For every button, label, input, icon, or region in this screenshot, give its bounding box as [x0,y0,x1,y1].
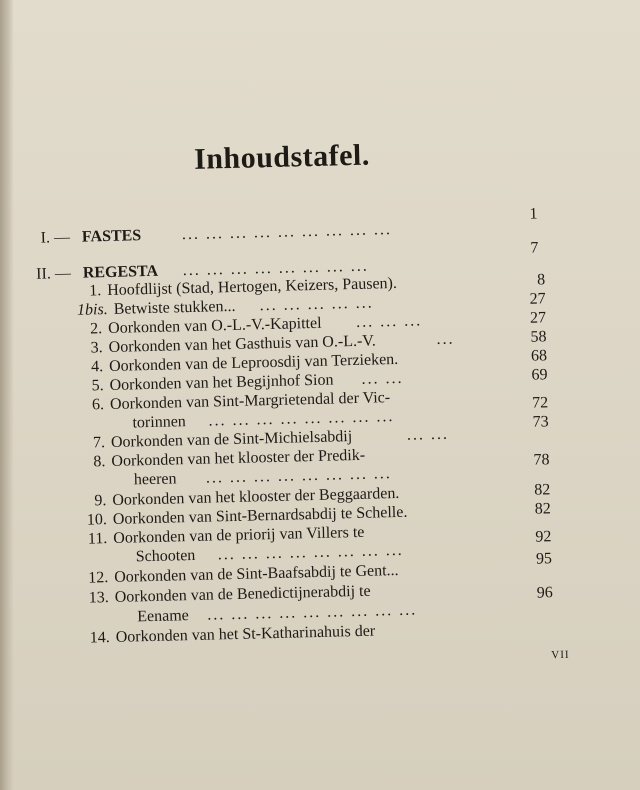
toc-page: 78 [533,451,550,469]
toc-page: 92 [535,528,552,546]
toc-number: 7. [92,434,106,452]
toc-leader: ... ... ... ... ... ... ... ... ... [181,221,393,244]
toc-leader: ... ... [406,425,450,444]
toc-text: Oorkonden van het Begijnhof Sion [109,371,334,394]
toc-number: 1bis. [76,301,108,319]
toc-text: Oorkonden van het klooster der Beggaarden. [112,484,400,509]
toc-number: 14. [89,629,110,647]
toc-number [74,414,104,415]
toc-number: 11. [87,530,108,548]
toc-page: 72 [531,394,549,412]
toc-text: Oorkonden van Sint-Margrietendal der Vic- [109,389,391,413]
toc-leader: ... ... ... ... ... [259,294,374,315]
toc-leader: ... ... ... ... ... ... ... ... [182,257,369,280]
toc-number: I. — [40,228,71,247]
toc-page: 7 [530,239,539,257]
toc-number: II. — [35,264,72,283]
toc-number: 4. [90,358,104,376]
page-folio: VII [551,648,570,662]
toc-text: Oorkonden van de Leproosdij van Terzieken. [108,350,399,375]
toc-text: Oorkonden van het klooster der Predik- [111,446,366,470]
toc-page [512,577,552,578]
toc-leader: ... ... ... ... ... ... ... ... [205,465,393,487]
toc-leader: ... ... [361,369,404,388]
toc-page: 68 [530,347,548,365]
toc-text: Oorkonden van de Sint-Baafsabdij te Gent... [114,561,399,586]
toc-number: 12. [88,569,109,587]
toc-text: Eename [137,607,189,626]
toc-number [79,608,109,609]
toc-page: 27 [529,309,547,327]
toc-leader: ... ... ... ... ... ... ... ... [217,541,404,564]
toc-number: 5. [91,377,104,395]
contents-sheet [4,0,640,790]
toc-page [509,441,549,442]
toc-page [508,384,548,385]
toc-page: 82 [534,500,551,518]
toc-text: heeren [133,470,177,489]
toc-text: Hoofdlijst (Stad, Hertogen, Keizers, Pausen). [107,274,398,300]
toc-number [78,548,108,549]
toc-text: Oorkonden van Sint-Bernardsabdij te Schelle. [112,503,408,528]
toc-leader: ... [436,330,455,348]
toc-text: Oorkonden van de Benedictijnerabdij te [114,582,371,606]
toc-number: 13. [88,589,109,607]
toc-leader: ... ... ... ... ... ... ... ... ... [207,601,418,624]
toc-text: Oorkonden van O.-L.-V.-Kapittel [107,314,322,338]
toc-text: REGESTA [82,262,159,282]
toc-leader: ... ... ... [355,312,423,331]
toc-number: 8. [93,453,106,471]
toc-text: Oorkonden van de Sint-Michielsabdij [110,428,353,451]
toc-text: Oorkonden van het Gasthuis van O.-L.-V. [108,332,377,356]
toc-page: 96 [536,584,553,602]
toc-text: Oorkonden van het St-Katharinahuis der [115,622,376,646]
toc-page: 95 [535,550,553,568]
toc-page: 8 [536,271,546,289]
toc-page [513,617,553,618]
toc-page: 58 [530,328,547,346]
toc-page: 27 [529,290,546,308]
toc-number: 10. [86,511,108,529]
toc-leader: ... ... ... ... ... ... ... ... [208,408,395,430]
toc-number: 1. [89,282,102,300]
toc-number: 2. [89,320,103,338]
toc-page: 69 [531,366,548,384]
toc-number: 3. [90,339,103,357]
page-title: Inhoudstafel. [193,138,371,176]
toc-number: 9. [94,492,107,510]
toc-page: 82 [534,481,551,499]
toc-text: torinnen [132,413,187,432]
toc-number: 6. [91,396,105,414]
toc-text: Oorkonden van de priorij van Villers te [113,523,365,547]
toc-text: FASTES [81,227,142,246]
toc-number [76,471,106,472]
toc-text: Schooten [135,546,196,566]
toc-page: 73 [532,413,549,431]
toc-text: Betwiste stukken... [113,297,236,318]
toc-page: 1 [529,205,538,223]
toc-page [511,518,551,519]
